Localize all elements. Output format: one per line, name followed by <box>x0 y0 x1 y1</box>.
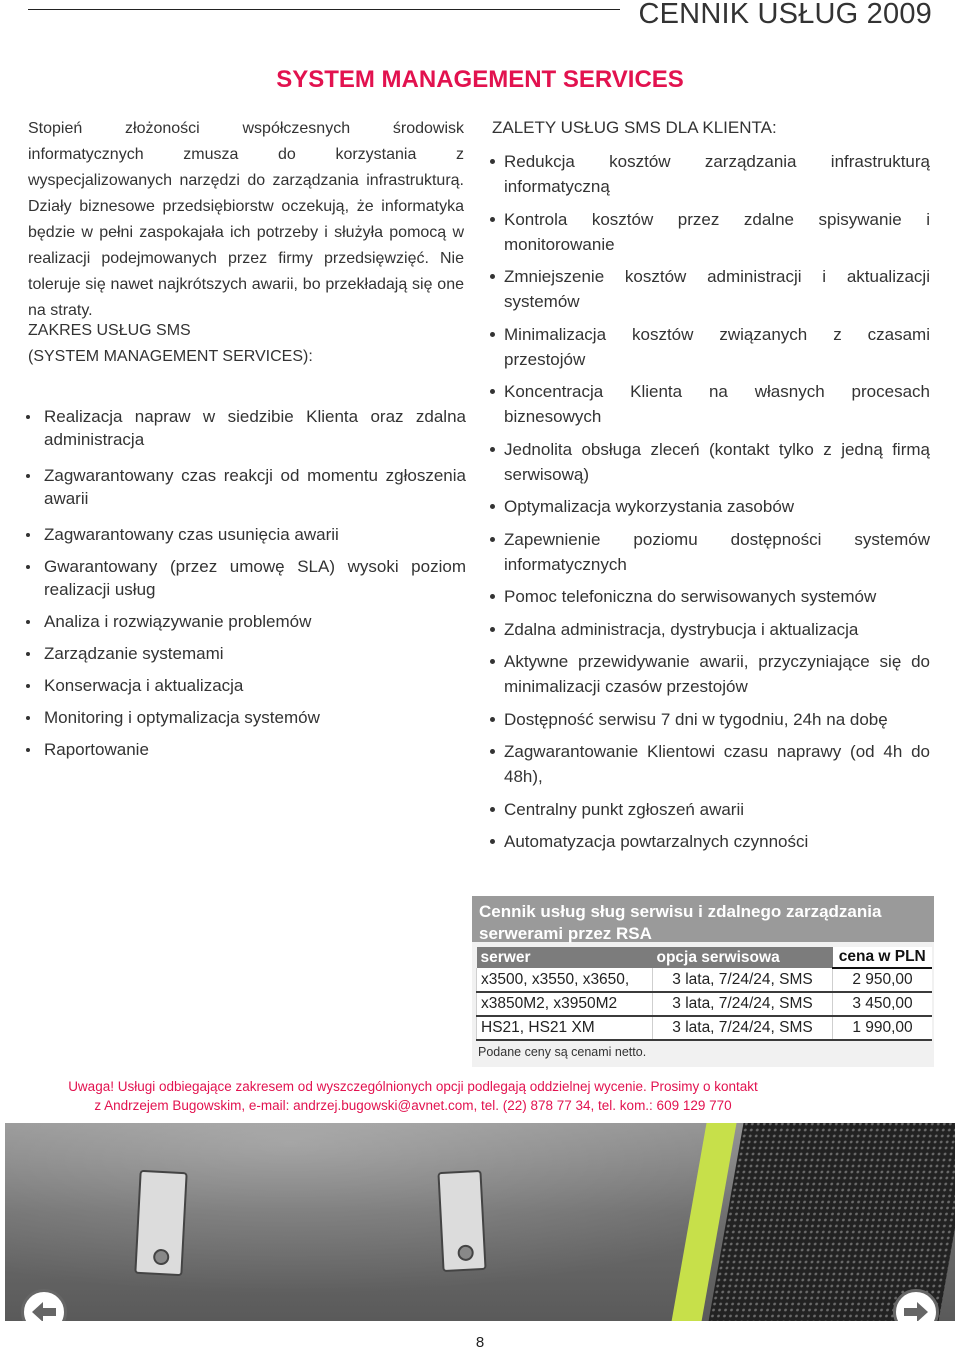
page-number: 8 <box>475 1334 485 1351</box>
bullet-icon <box>490 807 495 812</box>
table-cell: 3 450,00 <box>833 992 933 1016</box>
bullet-icon <box>26 620 30 624</box>
bullet-icon <box>490 627 495 632</box>
warning-line1: Uwaga! Usługi odbiegające zakresem od wyszczególnionych opcji podlegają oddzielnej wycenie. Prosimy o kontakt <box>68 1079 758 1094</box>
list-item: Gwarantowany (przez umowę SLA) wysoki poziom realizacji usług <box>26 555 466 601</box>
list-item: Automatyzacja powtarzalnych czynności <box>490 829 930 854</box>
list-item: Realizacja napraw w siedzibie Klienta oraz zdalna administracja <box>26 405 466 451</box>
scope-heading-line2: (SYSTEM MANAGEMENT SERVICES): <box>28 348 313 365</box>
table-cell: x3850M2, x3950M2 <box>477 992 653 1016</box>
table-row <box>477 992 933 1016</box>
header-rule <box>28 9 620 10</box>
bullet-icon <box>490 504 495 509</box>
table-cell: x3500, x3550, x3650, <box>477 968 653 992</box>
bullet-icon <box>26 716 30 720</box>
price-title: Cennik usług sług serwisu i zdalnego zarządzania serwerami przez RSA <box>479 902 882 943</box>
document-title: CENNIK USŁUG 2009 <box>638 0 932 30</box>
advantages-heading: ZALETY USŁUG SMS DLA KLIENTA: <box>492 118 777 137</box>
arrow-right-icon <box>903 1301 929 1321</box>
list-item: Redukcja kosztów zarządzania infrastrukturą informatyczną <box>490 149 930 199</box>
table-row <box>477 968 933 992</box>
column-header-server: serwer <box>477 947 653 968</box>
scope-list <box>26 405 466 770</box>
list-item: Konserwacja i aktualizacja <box>26 674 466 697</box>
list-item: Zdalna administracja, dystrybucja i aktualizacja <box>490 617 930 642</box>
drive-latch <box>134 1170 187 1276</box>
table-cell: 2 950,00 <box>833 968 933 992</box>
latch-hole <box>153 1249 170 1266</box>
bullet-icon <box>490 749 495 754</box>
table-cell: 3 lata, 7/24/24, SMS <box>653 992 833 1016</box>
list-item: Raportowanie <box>26 738 466 761</box>
bullet-icon <box>26 474 30 478</box>
list-item: Zagwarantowany czas reakcji od momentu zgłoszenia awarii <box>26 464 466 510</box>
list-item: Monitoring i optymalizacja systemów <box>26 706 466 729</box>
table-cell: 3 lata, 7/24/24, SMS <box>653 968 833 992</box>
bullet-icon <box>490 594 495 599</box>
server-photo <box>5 1123 955 1321</box>
bullet-icon <box>26 748 30 752</box>
bullet-icon <box>490 217 495 222</box>
bullet-icon <box>490 839 495 844</box>
list-item: Zapewnienie poziomu dostępności systemów informatycznych <box>490 527 930 577</box>
bullet-icon <box>490 717 495 722</box>
scope-heading-line1: ZAKRES USŁUG SMS <box>28 322 191 339</box>
latch-hole <box>457 1244 474 1261</box>
table-cell: 3 lata, 7/24/24, SMS <box>653 1016 833 1040</box>
bullet-icon <box>26 652 30 656</box>
list-item: Analiza i rozwiązywanie problemów <box>26 610 466 633</box>
list-item: Zarządzanie systemami <box>26 642 466 665</box>
bullet-icon <box>490 274 495 279</box>
bullet-icon <box>490 659 495 664</box>
scope-heading <box>28 318 448 370</box>
table-row <box>477 1016 933 1040</box>
list-item: Minimalizacja kosztów związanych z czasami przestojów <box>490 322 930 372</box>
list-item: Aktywne przewidywanie awarii, przyczyniające się do minimalizacji czasów przestojów <box>490 649 930 699</box>
list-item: Zagwarantowany czas usunięcia awarii <box>26 523 466 546</box>
bullet-icon <box>490 447 495 452</box>
bullet-icon <box>490 332 495 337</box>
list-item: Centralny punkt zgłoszeń awarii <box>490 797 930 822</box>
list-item: Dostępność serwisu 7 dni w tygodniu, 24h na dobę <box>490 707 930 732</box>
list-item: Zagwarantowanie Klientowi czasu naprawy (od 4h do 48h), <box>490 739 930 789</box>
bullet-icon <box>490 389 495 394</box>
list-item: Koncentracja Klienta na własnych procesach biznesowych <box>490 379 930 429</box>
arrow-left-icon <box>31 1301 57 1321</box>
list-item: Kontrola kosztów przez zdalne spisywanie i monitorowanie <box>490 207 930 257</box>
column-header-price: cena w PLN <box>833 947 933 968</box>
bullet-icon <box>26 565 30 569</box>
advantages-list <box>490 149 930 862</box>
table-cell: HS21, HS21 XM <box>477 1016 653 1040</box>
bullet-icon <box>26 533 30 537</box>
column-header-option: opcja serwisowa <box>653 947 833 968</box>
bullet-icon <box>490 159 495 164</box>
table-header-row <box>477 947 933 968</box>
list-item: Optymalizacja wykorzystania zasobów <box>490 494 930 519</box>
section-title: SYSTEM MANAGEMENT SERVICES <box>276 66 684 93</box>
bullet-icon <box>26 415 30 419</box>
warning-line2: z Andrzejem Bugowskim, e-mail: andrzej.bugowski@avnet.com, tel. (22) 878 77 34, tel. kom.: 609 129 770 <box>94 1098 732 1113</box>
price-note: Podane ceny są cenami netto. <box>478 1045 647 1059</box>
bullet-icon <box>490 537 495 542</box>
warning-note <box>28 1077 798 1115</box>
list-item: Pomoc telefoniczna do serwisowanych systemów <box>490 584 930 609</box>
intro-paragraph: Stopień złożoności współczesnych środowisk informatycznych zmusza do korzystania z wyspecjalizowanych narzędzi do zarządzania infrastrukturą. Działy biznesowe przedsiębiorstw oczekują, że informatyka będzie w pełni zaspokajała ich potrzeby i służyła pomocą w realizacji podejmowanych przez firmy przedsięwzięć. Nie toleruje się nawet najkrótszych awarii, bo przekładają się one na straty. <box>28 120 464 319</box>
price-table <box>476 947 932 1041</box>
drive-latch <box>437 1170 486 1272</box>
table-cell: 1 990,00 <box>833 1016 933 1040</box>
bullet-icon <box>26 684 30 688</box>
list-item: Zmniejszenie kosztów administracji i aktualizacji systemów <box>490 264 930 314</box>
list-item: Jednolita obsługa zleceń (kontakt tylko z jedną firmą serwisową) <box>490 437 930 487</box>
